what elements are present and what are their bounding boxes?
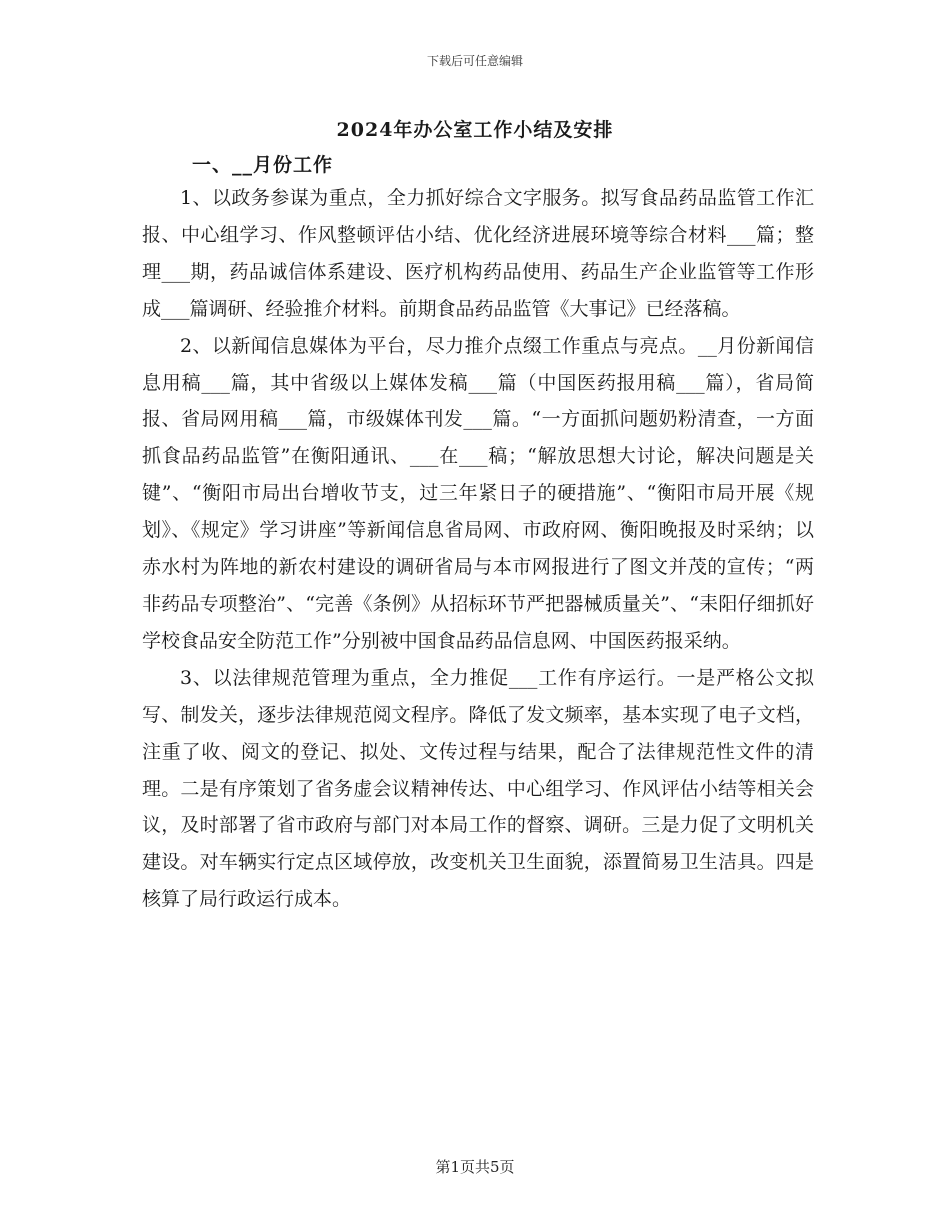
paragraph-1: 1、以政务参谋为重点，全力抓好综合文字服务。拟写食品药品监管工作汇报、中心组学习、作风整顿评估小结、优化经济进展环境等综合材料___篇；整理___期，药品诚信体系建设、医疗机构药品使用、药品生产企业监管等工作形成___篇调研、经验推介材料。前期食品药品监管《大事记》已经落稿。 <box>142 187 814 320</box>
page-number-footer: 第1页共5页 <box>435 1158 515 1176</box>
document-title: 2024年办公室工作小结及安排 <box>336 119 614 141</box>
header-note: 下载后可任意编辑 <box>426 54 523 68</box>
section-heading: 一、__月份工作 <box>192 154 334 176</box>
document-body <box>142 180 814 918</box>
paragraph-2: 2、以新闻信息媒体为平台，尽力推介点缀工作重点与亮点。__月份新闻信息用稿___篇，其中省级以上媒体发稿___篇（中国医药报用稿___篇），省局简报、省局网用稿___篇，市级媒体刊发___篇。“一方面抓问题奶粉清查，一方面抓食品药品监管”在衡阳通讯、___在___稿；“解放思想大讨论，解决问题是关键”、“衡阳市局出台增收节支，过三年紧日子的硬措施”、“衡阳市局开展《规划》、《规定》学习讲座”等新闻信息省局网、市政府网、衡阳晚报及时采纳；以赤水村为阵地的新农村建设的调研省局与本市网报进行了图文并茂的宣传；“两非药品专项整治”、“完善《条例》从招标环节严把器械质量关”、“耒阳仔细抓好学校食品安全防范工作”分别被中国食品药品信息网、中国医药报采纳。 <box>142 334 814 652</box>
paragraph-3: 3、以法律规范管理为重点，全力推促___工作有序运行。一是严格公文拟写、制发关，逐步法律规范阅文程序。降低了发文频率，基本实现了电子文档，注重了收、阅文的登记、拟处、文传过程与结果，配合了法律规范性文件的清理。二是有序策划了省务虚会议精神传达、中心组学习、作风评估小结等相关会议，及时部署了省市政府与部门对本局工作的督察、调研。三是力促了文明机关建设。对车辆实行定点区域停放，改变机关卫生面貌，添置简易卫生洁具。四是核算了局行政运行成本。 <box>142 666 814 911</box>
